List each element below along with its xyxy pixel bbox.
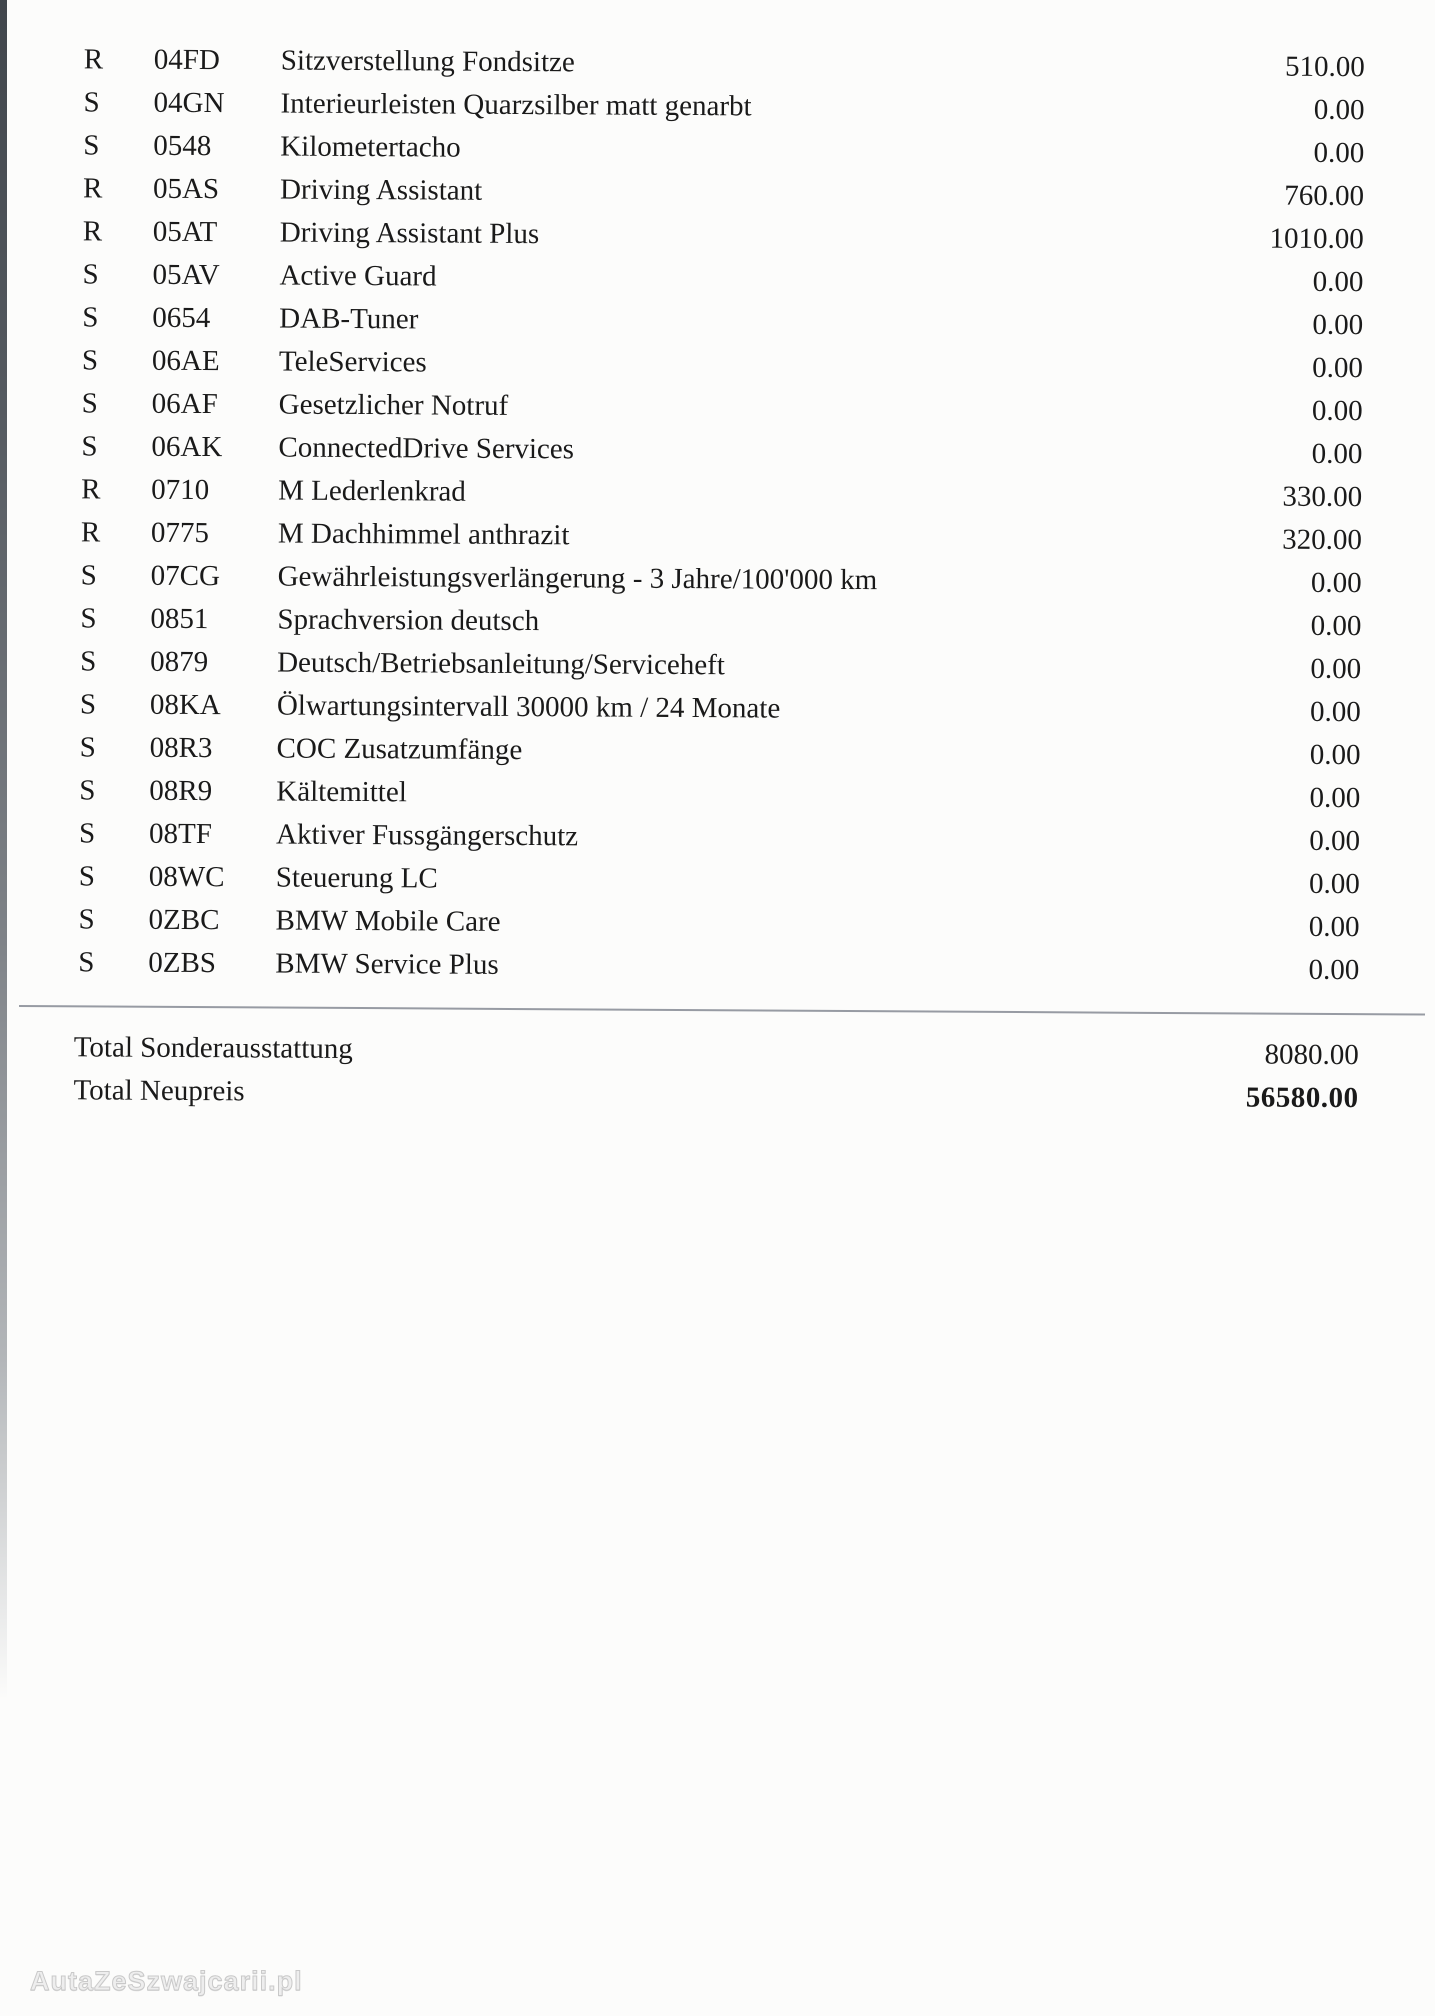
option-description-cell: Aktiver Fussgängerschutz [275,818,579,853]
option-type-cell: S [79,688,97,721]
option-price-cell: 0.00 [1308,953,1360,987]
option-price-cell: 0.00 [1311,437,1363,471]
option-code-cell: 0879 [150,645,209,679]
option-type-cell: S [78,860,96,893]
total-sonderausstattung-value: 8080.00 [1264,1038,1359,1072]
option-description-cell: ConnectedDrive Services [278,431,575,466]
option-description-cell: COC Zusatzumfänge [276,732,523,767]
option-code-cell: 0ZBC [148,903,220,937]
option-description-cell: Sprachversion deutsch [277,603,540,638]
option-price-cell: 0.00 [1313,136,1365,170]
option-code-cell: 04GN [153,86,225,120]
total-neupreis-label: Total Neupreis [73,1074,245,1108]
option-price-cell: 0.00 [1309,824,1361,858]
option-code-cell: 0710 [151,473,210,507]
option-code-cell: 06AK [151,430,223,464]
option-code-cell: 05AT [152,215,218,249]
option-price-cell: 0.00 [1312,265,1364,299]
total-neupreis-value: 56580.00 [1245,1081,1359,1115]
option-type-cell: S [83,86,100,119]
option-code-cell: 0851 [150,602,209,636]
option-description-cell: Interieurleisten Quarzsilber matt genarbt [280,87,752,123]
total-neupreis-row [0,1069,1429,1121]
option-type-cell: S [81,430,98,463]
option-type-cell: R [82,215,103,248]
option-description-cell: Deutsch/Betriebsanleitung/Serviceheft [277,646,725,682]
option-code-cell: 08TF [148,817,213,851]
option-description-cell: BMW Mobile Care [275,904,501,938]
option-description-cell: Gewährleistungsverlängerung - 3 Jahre/100'000 km [277,560,878,597]
option-price-cell: 510.00 [1284,50,1365,84]
option-description-cell: Gesetzlicher Notruf [278,388,509,422]
option-price-cell: 330.00 [1282,480,1363,514]
totals-section [0,1026,1429,1121]
option-description-cell: BMW Service Plus [275,947,499,981]
option-code-cell: 08R9 [149,774,213,808]
option-description-cell: Steuerung LC [275,861,438,895]
option-description-cell: Driving Assistant Plus [279,216,540,251]
option-type-cell: S [78,946,95,979]
option-code-cell: 07CG [150,559,221,593]
watermark-text: AutaZeSzwajcarii.pl [30,1966,303,1996]
option-type-cell: S [79,774,96,807]
option-code-cell: 0654 [152,301,211,335]
option-price-cell: 0.00 [1309,738,1361,772]
option-price-cell: 0.00 [1310,652,1362,686]
option-price-cell: 760.00 [1284,179,1365,213]
option-description-cell: M Dachhimmel anthrazit [277,517,570,552]
option-price-cell: 0.00 [1310,566,1362,600]
option-type-cell: S [80,559,97,592]
option-type-cell: S [82,258,99,291]
total-sonderausstattung-label: Total Sonderausstattung [73,1031,353,1065]
option-code-cell: 08R3 [149,731,213,765]
option-price-cell: 0.00 [1313,93,1365,127]
option-type-cell: R [80,516,101,549]
option-code-cell: 05AS [152,172,220,206]
option-price-cell: 0.00 [1312,308,1364,342]
option-code-cell: 08WC [148,860,225,894]
option-code-cell: 0ZBS [148,946,217,980]
option-code-cell: 06AE [151,344,220,378]
option-description-cell: Kilometertacho [280,130,461,164]
option-type-cell: R [81,473,101,506]
options-table [0,38,1435,993]
option-code-cell: 05AV [152,258,220,292]
option-type-cell: S [78,903,95,936]
option-description-cell: Active Guard [279,259,437,293]
option-type-cell: S [82,301,99,334]
option-price-cell: 0.00 [1311,394,1363,428]
option-type-cell: S [79,731,96,764]
option-type-cell: S [80,602,97,635]
option-type-cell: S [80,645,97,678]
option-price-cell: 0.00 [1310,609,1362,643]
option-code-cell: 0548 [153,129,212,163]
option-price-cell: 320.00 [1282,523,1363,557]
option-price-cell: 0.00 [1310,695,1361,729]
option-type-cell: S [81,387,98,420]
option-price-cell: 1010.00 [1269,222,1364,256]
option-code-cell: 08KA [149,688,221,722]
option-code-cell: 06AF [151,387,218,421]
totals-separator-line [19,1005,1425,1016]
option-row [0,941,1429,993]
option-description-cell: Driving Assistant [279,173,483,207]
option-code-cell: 0775 [150,516,210,550]
option-type-cell: R [82,172,103,205]
option-price-cell: 0.00 [1312,351,1364,385]
option-type-cell: S [83,129,100,162]
option-description-cell: M Lederlenkrad [278,474,466,508]
option-type-cell: S [81,344,99,377]
option-description-cell: DAB-Tuner [279,302,419,336]
option-price-cell: 0.00 [1308,867,1360,901]
option-description-cell: Kältemittel [276,775,407,809]
option-description-cell: TeleServices [278,345,427,379]
option-code-cell: 04FD [153,43,220,77]
option-price-cell: 0.00 [1308,910,1360,944]
option-type-cell: R [83,43,104,76]
option-price-cell: 0.00 [1309,781,1361,815]
option-description-cell: Ölwartungsintervall 30000 km / 24 Monate [276,689,781,725]
option-description-cell: Sitzverstellung Fondsitze [280,44,575,79]
option-type-cell: S [78,817,96,850]
